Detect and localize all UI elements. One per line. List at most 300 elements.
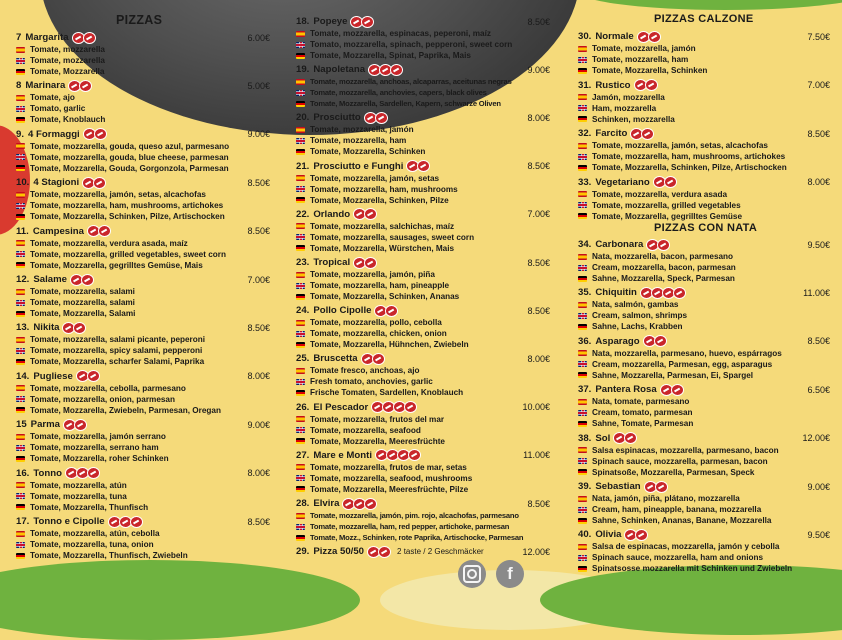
ingredients-line bbox=[16, 442, 270, 453]
chili-icons bbox=[83, 128, 107, 140]
flag-gb-icon bbox=[296, 234, 305, 240]
ingredients-line bbox=[578, 54, 830, 65]
ingredients-line bbox=[296, 221, 550, 232]
ingredients-text: Tomate, mozzarella, ham bbox=[592, 55, 689, 64]
ingredients-line bbox=[296, 510, 550, 521]
flag-gb-icon bbox=[16, 203, 25, 209]
chili-icons bbox=[63, 419, 87, 431]
flag-es-icon bbox=[578, 496, 587, 502]
chili-icon bbox=[87, 467, 100, 479]
ingredients-text: Nata, jamón, piña, plátano, mozzarella bbox=[592, 494, 740, 503]
ingredients-text: Tomate, mozzarella, anchovies, capers, black olives bbox=[310, 88, 487, 98]
flag-es-icon bbox=[578, 143, 587, 149]
ingredients-text: Nata, salmón, gambas bbox=[592, 300, 679, 310]
ingredients-line bbox=[296, 425, 550, 436]
ingredients-text: Tomate, mozzarella, tuna, onion bbox=[30, 540, 154, 549]
ingredients-line bbox=[16, 211, 270, 222]
item-number: 8 bbox=[16, 80, 22, 92]
item-price: 9.00€ bbox=[527, 64, 550, 75]
ingredients-text: Sahne, Tomate, Parmesan bbox=[592, 419, 694, 429]
ingredients-line bbox=[578, 162, 830, 173]
ingredients-line bbox=[16, 345, 270, 356]
item-price: 12.00€ bbox=[802, 433, 830, 444]
ingredients-line bbox=[578, 418, 830, 429]
facebook-icon[interactable]: f bbox=[496, 560, 524, 588]
flag-gb-icon bbox=[578, 361, 587, 367]
ingredients-line bbox=[578, 348, 830, 359]
item-name: Margarita bbox=[25, 32, 69, 43]
chili-icons bbox=[630, 128, 654, 140]
chili-icons bbox=[624, 529, 648, 541]
flag-de-icon bbox=[578, 116, 587, 122]
flag-es-icon bbox=[578, 399, 587, 405]
item-name: Pollo Cipolle bbox=[313, 305, 372, 317]
ingredients-line bbox=[296, 291, 550, 302]
item-number: 13. bbox=[16, 322, 30, 334]
ingredients-text: Tomate, Mozzarella, Schinken, Pilze, Artischocken bbox=[592, 163, 787, 172]
flag-es-icon bbox=[296, 175, 305, 181]
section-title-pizzas: PIZZAS bbox=[116, 13, 163, 27]
ingredients-text: Tomate, mozzarella, frutos de mar, setas bbox=[310, 462, 467, 472]
ingredients-line bbox=[296, 124, 550, 135]
flag-de-icon bbox=[578, 68, 587, 74]
menu-item-header bbox=[296, 63, 550, 76]
chili-icon bbox=[664, 176, 677, 188]
ingredients-text: Tomate, Mozzarella, Schinken bbox=[592, 66, 708, 75]
menu-item bbox=[578, 432, 830, 478]
item-name: Salame bbox=[33, 274, 67, 285]
ingredients-line bbox=[578, 65, 830, 76]
menu-item bbox=[16, 467, 270, 513]
item-price: 9.50€ bbox=[807, 239, 830, 250]
item-price: 9.00€ bbox=[247, 419, 270, 430]
menu-item-header bbox=[16, 79, 270, 92]
flag-de-icon bbox=[16, 407, 25, 413]
menu-item-header bbox=[16, 515, 270, 528]
menu-item-header bbox=[578, 79, 830, 92]
item-number: 24. bbox=[296, 305, 310, 317]
flag-gb-icon bbox=[16, 300, 25, 306]
ingredients-line bbox=[578, 43, 830, 54]
ingredients-line bbox=[16, 528, 270, 539]
flag-es-icon bbox=[16, 240, 25, 246]
ingredients-line bbox=[578, 299, 830, 310]
chili-icons bbox=[364, 112, 388, 124]
flag-de-icon bbox=[16, 311, 25, 317]
ingredients-line bbox=[16, 260, 270, 271]
ingredients-line bbox=[578, 321, 830, 332]
ingredients-line bbox=[578, 396, 830, 407]
chili-icons bbox=[368, 64, 403, 76]
flag-gb-icon bbox=[578, 410, 587, 416]
chili-icons bbox=[353, 257, 377, 269]
chili-icons bbox=[87, 225, 111, 237]
menu-item-header bbox=[296, 160, 550, 173]
item-number: 34. bbox=[578, 239, 592, 250]
item-price: 7.50€ bbox=[807, 31, 830, 42]
ingredients-line bbox=[578, 445, 830, 456]
ingredients-line bbox=[16, 55, 270, 66]
item-name: Campesina bbox=[32, 225, 84, 237]
flag-gb-icon bbox=[578, 57, 587, 63]
flag-gb-icon bbox=[578, 202, 587, 208]
ingredients-line bbox=[578, 504, 830, 515]
ingredients-text: Tomate, Mozzarella, Sardellen, Kapern, schwarze Oliven bbox=[310, 99, 501, 109]
flag-de-icon bbox=[296, 197, 305, 203]
ingredients-line bbox=[16, 491, 270, 502]
item-name: Farcito bbox=[595, 128, 628, 139]
ingredients-line bbox=[296, 365, 550, 376]
item-name: Nikita bbox=[33, 322, 60, 334]
flag-es-icon bbox=[578, 254, 587, 260]
item-number: 31. bbox=[578, 79, 592, 91]
ingredients-text: Tomate, Mozz., Schinken, rote Paprika, Artischocke, Parmesan bbox=[310, 533, 524, 542]
item-price: 5.00€ bbox=[247, 80, 270, 91]
item-name: 4 Formaggi bbox=[28, 128, 80, 140]
menu-item bbox=[296, 63, 550, 109]
item-price: 6.00€ bbox=[247, 32, 270, 43]
ingredients-text: Tomate, mozzarella, atún bbox=[30, 480, 127, 490]
menu-item bbox=[16, 418, 270, 464]
menu-item-header bbox=[16, 418, 270, 431]
chili-icon bbox=[83, 32, 96, 44]
menu-item bbox=[578, 30, 830, 76]
ingredients-line bbox=[16, 44, 270, 55]
ingredients-text: Tomate fresco, anchoas, ajo bbox=[310, 366, 420, 376]
flag-gb-icon bbox=[578, 154, 587, 160]
flag-es-icon bbox=[296, 272, 305, 278]
ingredients-line bbox=[296, 135, 550, 146]
flag-es-icon bbox=[296, 368, 305, 374]
flag-gb-icon bbox=[16, 251, 25, 257]
ingredients-text: Tomate, mozzarella, ham, mushrooms, artichokes bbox=[30, 201, 224, 211]
ingredients-text: Tomate, Mozzarella, Meeresfrüchte bbox=[310, 436, 445, 446]
item-number: 38. bbox=[578, 432, 592, 444]
item-name: Orlando bbox=[313, 208, 351, 220]
ingredients-line bbox=[16, 405, 270, 416]
item-number: 33. bbox=[578, 176, 592, 188]
item-price: 11.00€ bbox=[803, 287, 830, 298]
chili-icons bbox=[72, 32, 96, 44]
chili-icon bbox=[79, 80, 92, 92]
ingredients-line bbox=[578, 407, 830, 418]
ingredients-line bbox=[296, 76, 550, 87]
chili-icon bbox=[94, 128, 107, 140]
ingredients-line bbox=[578, 456, 830, 467]
item-name: Asparago bbox=[595, 335, 640, 347]
ingredients-line bbox=[296, 50, 550, 61]
chili-icons bbox=[406, 160, 430, 172]
chili-icon bbox=[657, 239, 670, 251]
menu-item-header bbox=[16, 225, 270, 238]
item-extra-note: 2 taste / 2 Geschmäcker bbox=[397, 547, 484, 557]
section-title-calzone: PIZZAS CALZONE bbox=[654, 13, 754, 25]
item-price: 8.50€ bbox=[527, 161, 550, 172]
flag-es-icon bbox=[296, 464, 305, 470]
ingredients-line bbox=[16, 114, 270, 125]
ingredients-line bbox=[578, 493, 830, 504]
menu-item-header bbox=[578, 335, 830, 348]
item-price: 8.50€ bbox=[807, 128, 830, 139]
ingredients-text: Cream, mozzarella, Parmesan, egg, asparagus bbox=[592, 359, 773, 369]
ingredients-line bbox=[578, 370, 830, 381]
item-price: 11.00€ bbox=[523, 450, 550, 461]
flag-de-icon bbox=[296, 53, 305, 59]
item-price: 6.50€ bbox=[807, 384, 830, 395]
flag-de-icon bbox=[578, 276, 587, 282]
ingredients-line bbox=[578, 541, 830, 552]
item-price: 8.00€ bbox=[527, 112, 550, 123]
item-number: 9. bbox=[16, 128, 25, 140]
flag-de-icon bbox=[578, 372, 587, 378]
ingredients-text: Tomate, mozzarella, seafood, mushrooms bbox=[310, 473, 473, 483]
menu-item-header bbox=[16, 370, 270, 383]
flag-de-icon bbox=[296, 294, 305, 300]
ingredients-text: Tomate, mozzarella, grilled vegetables, sweet corn bbox=[30, 249, 226, 259]
menu-item-header bbox=[296, 208, 550, 221]
ingredients-text: Tomate, Mozzarella, Thunfisch bbox=[30, 502, 149, 512]
flag-de-icon bbox=[16, 456, 25, 462]
ingredients-text: Tomate, Mozzarella, Schinken, Ananas bbox=[310, 292, 460, 301]
chili-icons bbox=[62, 322, 86, 334]
ingredients-line bbox=[296, 87, 550, 98]
item-number: 23. bbox=[296, 257, 310, 268]
flag-es-icon bbox=[578, 350, 587, 356]
ingredients-text: Tomate, mozzarella, sausages, sweet corn bbox=[310, 232, 475, 242]
ingredients-line bbox=[296, 339, 550, 350]
menu-item-header bbox=[578, 176, 830, 189]
ingredients-text: Cream, salmon, shrimps bbox=[592, 311, 688, 321]
flag-es-icon bbox=[296, 127, 305, 133]
menu-item-header bbox=[578, 238, 830, 251]
ingredients-line bbox=[16, 383, 270, 394]
item-price: 7.00€ bbox=[807, 80, 830, 90]
ingredients-line bbox=[296, 280, 550, 291]
item-name: Pugliese bbox=[33, 370, 73, 382]
chili-icons bbox=[646, 239, 670, 251]
ingredients-text: Tomate, mozzarella, salami bbox=[30, 287, 135, 296]
ingredients-line bbox=[296, 269, 550, 280]
menu-item bbox=[16, 31, 270, 77]
item-name: Parma bbox=[30, 419, 61, 431]
menu-item bbox=[578, 127, 830, 173]
flag-gb-icon bbox=[16, 493, 25, 499]
item-number: 35. bbox=[578, 287, 592, 299]
menu-item bbox=[578, 176, 830, 222]
chili-icon bbox=[671, 384, 684, 396]
ingredients-text: Spinach sauce, mozzarella, ham and onions bbox=[592, 553, 764, 563]
chili-icons bbox=[637, 31, 661, 43]
menu-item bbox=[296, 256, 550, 302]
menu-item-header bbox=[16, 31, 270, 44]
menu-item-header bbox=[16, 176, 270, 189]
flag-gb-icon bbox=[578, 507, 587, 513]
ingredients-line bbox=[296, 184, 550, 195]
menu-item bbox=[578, 286, 830, 332]
chili-icon bbox=[673, 287, 686, 299]
menu-item-header bbox=[16, 321, 270, 334]
ingredients-line bbox=[16, 308, 270, 319]
chili-icons bbox=[65, 467, 100, 479]
item-number: 15 bbox=[16, 419, 27, 431]
item-price: 12.00€ bbox=[522, 546, 550, 557]
ingredients-line bbox=[16, 249, 270, 260]
chili-icon bbox=[372, 353, 385, 365]
item-number: 37. bbox=[578, 384, 592, 396]
ingredients-line bbox=[578, 515, 830, 526]
ingredients-text: Sahne, Schinken, Ananas, Banane, Mozzarella bbox=[592, 516, 772, 525]
item-name: Napoletana bbox=[313, 64, 366, 76]
ingredients-line bbox=[296, 317, 550, 328]
flag-de-icon bbox=[578, 469, 587, 475]
ingredients-text: Tomate, mozzarella, chicken, onion bbox=[310, 329, 447, 339]
item-name: Rustico bbox=[595, 79, 631, 91]
ingredients-text: Tomate, Mozzarella, Schinken, Pilze, Artischocken bbox=[30, 212, 225, 222]
chili-icons bbox=[374, 305, 398, 317]
item-number: 22. bbox=[296, 208, 310, 220]
ingredients-text: Tomate, mozzarella, verdura asada bbox=[592, 189, 727, 199]
ingredients-text: Tomate, mozzarella, jamón, pim. rojo, alcachofas, parmesano bbox=[310, 511, 519, 520]
menu-item-header bbox=[578, 480, 830, 493]
ingredients-text: Tomate, Mozzarella, scharfer Salami, Paprika bbox=[30, 357, 205, 367]
menu-item bbox=[578, 383, 830, 429]
flag-gb-icon bbox=[296, 331, 305, 337]
flag-de-icon bbox=[296, 438, 305, 444]
flag-es-icon bbox=[578, 544, 587, 550]
ingredients-text: Tomate, mozzarella bbox=[30, 56, 105, 65]
flag-gb-icon bbox=[578, 555, 587, 561]
ingredients-line bbox=[16, 92, 270, 103]
flag-gb-icon bbox=[16, 445, 25, 451]
ingredients-text: Tomate, Mozzarella, Zwiebeln, Parmesan, Oregan bbox=[30, 405, 221, 415]
section-title-nata: PIZZAS CON NATA bbox=[654, 222, 758, 234]
item-number: 30. bbox=[578, 31, 592, 42]
item-name: 4 Stagioni bbox=[33, 177, 80, 189]
ingredients-line bbox=[16, 189, 270, 200]
item-price: 8.50€ bbox=[527, 16, 550, 27]
menu-item bbox=[16, 273, 270, 319]
item-name: Sebastian bbox=[595, 481, 641, 492]
ingredients-text: Tomate, Mozzarella, gegrilltes Gemüse, Mais bbox=[30, 260, 203, 270]
chili-icon bbox=[364, 498, 377, 510]
ingredients-text: Tomate, mozzarella, salchichas, maíz bbox=[310, 221, 455, 231]
ingredients-line bbox=[296, 436, 550, 447]
item-name: Pantera Rosa bbox=[595, 384, 657, 396]
menu-item-header bbox=[16, 467, 270, 480]
menu-item bbox=[296, 352, 550, 398]
flag-es-icon bbox=[296, 320, 305, 326]
flag-de-icon bbox=[16, 214, 25, 220]
menu-item bbox=[16, 370, 270, 416]
menu-item-header bbox=[578, 127, 830, 140]
flag-es-icon bbox=[16, 434, 25, 440]
item-price: 8.00€ bbox=[527, 353, 550, 364]
ingredients-line bbox=[578, 114, 830, 125]
flag-gb-icon bbox=[578, 265, 587, 271]
chili-icon bbox=[364, 208, 377, 220]
menu-item bbox=[16, 321, 270, 367]
ingredients-line bbox=[296, 146, 550, 157]
ingredients-line bbox=[578, 200, 830, 211]
chili-icon bbox=[404, 401, 417, 413]
chili-icons bbox=[375, 449, 421, 461]
ingredients-text: Tomate, mozzarella, anchoas, alcaparras, aceitunas negras bbox=[310, 77, 512, 87]
menu-item-header bbox=[578, 528, 830, 541]
ingredients-text: Frische Tomaten, Sardellen, Knoblauch bbox=[310, 388, 464, 398]
flag-de-icon bbox=[296, 342, 305, 348]
ingredients-text: Tomate, mozzarella, gouda, blue cheese, parmesan bbox=[30, 152, 229, 162]
ingredients-line bbox=[578, 563, 830, 574]
item-number: 40. bbox=[578, 529, 592, 541]
ingredients-line bbox=[578, 103, 830, 114]
ingredients-line bbox=[16, 103, 270, 114]
flag-de-icon bbox=[296, 486, 305, 492]
ingredients-line bbox=[578, 359, 830, 370]
ingredients-text: Tomate, Mozzarella, roher Schinken bbox=[30, 454, 169, 464]
ingredients-text: Tomate, mozzarella, salami bbox=[30, 298, 135, 307]
flag-es-icon bbox=[578, 46, 587, 52]
item-number: 19. bbox=[296, 64, 310, 76]
menu-item-header bbox=[296, 545, 550, 558]
ingredients-text: Tomate, mozzarella, jamón, setas, alcachofas bbox=[30, 190, 206, 200]
ingredients-text: Tomate, ajo bbox=[30, 93, 75, 103]
ingredients-line bbox=[296, 532, 550, 543]
item-name: Elvira bbox=[313, 498, 340, 509]
item-name: Tonno e Cipolle bbox=[33, 516, 105, 527]
chili-icons bbox=[353, 208, 377, 220]
menu-item bbox=[296, 208, 550, 254]
menu-item-header bbox=[578, 432, 830, 445]
menu-item-header bbox=[296, 256, 550, 269]
flag-de-icon bbox=[16, 553, 25, 559]
flag-gb-icon bbox=[578, 105, 587, 111]
ingredients-text: Tomate, mozzarella, ham bbox=[310, 136, 407, 146]
ingredients-text: Tomate, Mozzarella, Schinken, Pilze bbox=[310, 195, 449, 205]
menu-item-header bbox=[578, 286, 830, 299]
item-price: 9.00€ bbox=[807, 481, 830, 492]
flag-es-icon bbox=[296, 223, 305, 229]
chili-icons bbox=[660, 384, 684, 396]
chili-icons bbox=[613, 432, 637, 444]
chili-icon bbox=[73, 322, 86, 334]
ingredients-line bbox=[578, 467, 830, 478]
ingredients-text: Tomate, mozzarella, ham, mushrooms bbox=[310, 184, 458, 194]
ingredients-text: Tomate, Mozzarella bbox=[30, 67, 105, 76]
ingredients-text: Tomate, mozzarella, frutos del mar bbox=[310, 414, 445, 424]
flag-gb-icon bbox=[296, 186, 305, 192]
ingredients-line bbox=[16, 141, 270, 152]
ingredients-line bbox=[578, 211, 830, 222]
item-price: 8.50€ bbox=[247, 322, 270, 333]
ingredients-text: Tomate, Mozzarella, Thunfisch, Zwiebeln bbox=[30, 551, 188, 560]
ingredients-text: Fresh tomato, anchovies, garlic bbox=[310, 377, 433, 387]
instagram-icon[interactable] bbox=[458, 560, 486, 588]
ingredients-line bbox=[296, 232, 550, 243]
menu-item bbox=[16, 176, 270, 222]
ingredients-line bbox=[16, 550, 270, 561]
item-price: 8.50€ bbox=[247, 177, 270, 188]
flag-es-icon bbox=[16, 143, 25, 149]
flag-gb-icon bbox=[296, 138, 305, 144]
item-price: 8.50€ bbox=[247, 226, 270, 237]
item-price: 8.50€ bbox=[527, 305, 550, 316]
social-links bbox=[458, 560, 524, 588]
ingredients-line bbox=[16, 238, 270, 249]
ingredients-text: Tomate, Mozzarella, Salami bbox=[30, 309, 136, 318]
flag-es-icon bbox=[578, 447, 587, 453]
item-price: 8.50€ bbox=[807, 336, 830, 347]
chili-icon bbox=[98, 225, 111, 237]
